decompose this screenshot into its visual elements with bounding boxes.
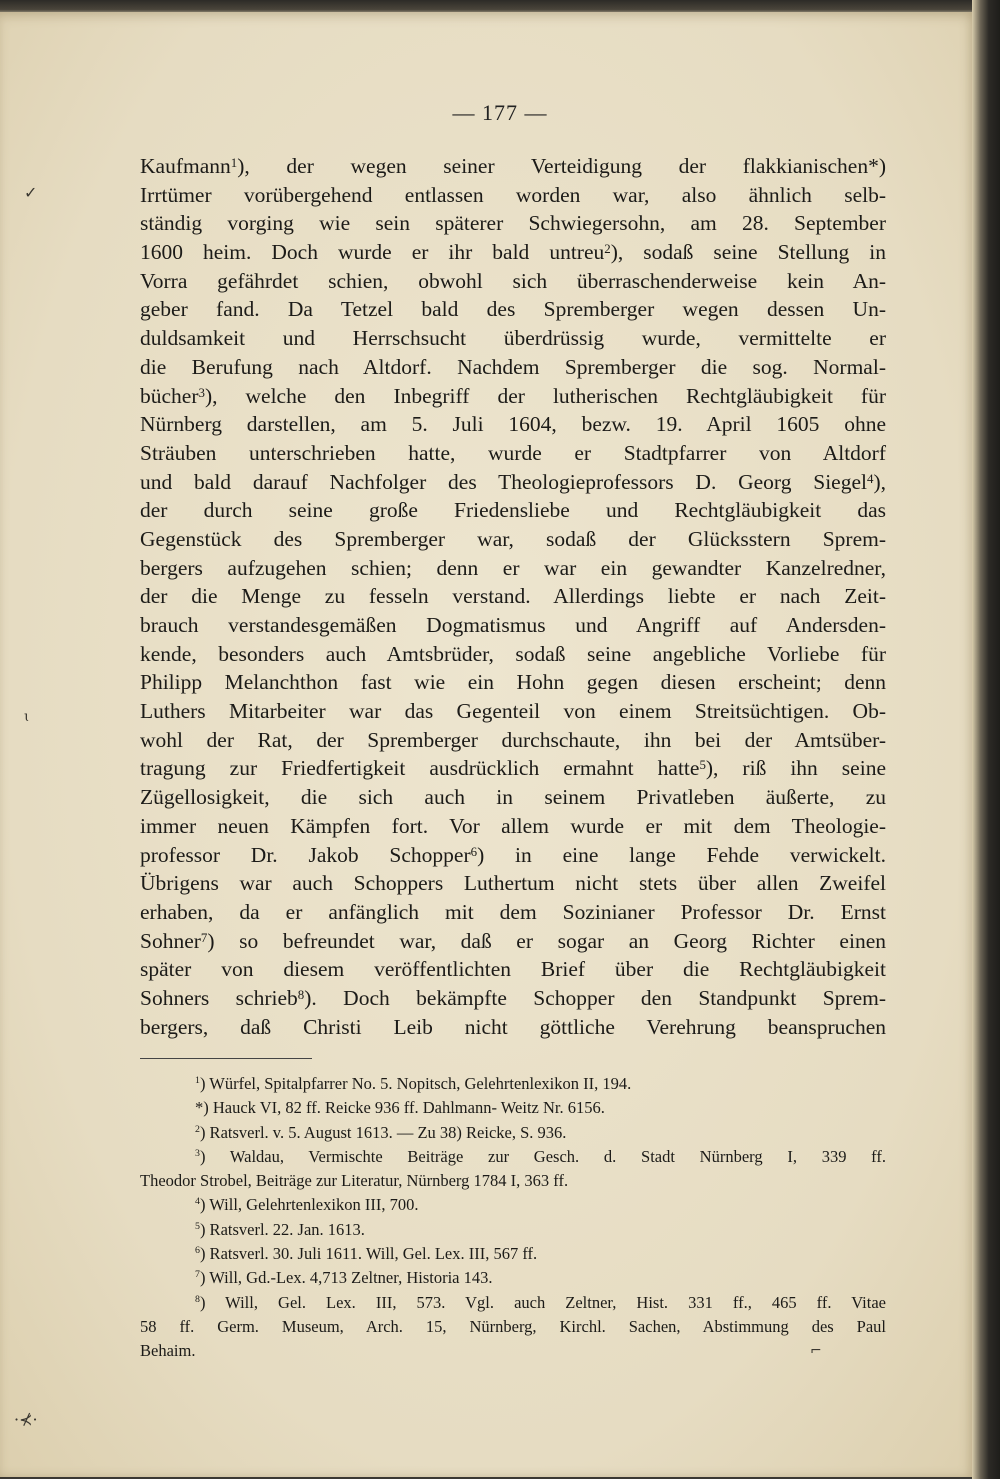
body-line [140,783,886,812]
line-text: ), sodaß seine Stellung in [610,240,886,265]
footnote-text: ) Ratsverl. v. 5. August 1613. — Zu 38) Reicke, S. 936. [199,1122,567,1142]
footnote-reference: 1 [230,156,238,170]
line-text: Nürnberg darstellen, am 5. Juli 1604, bezw. 19. April 1605 ohne [140,412,886,437]
line-text: Vorra gefährdet schien, obwohl sich überraschenderweise kein An- [140,268,886,293]
line-text: der durch seine große Friedensliebe und Rechtgläubigkeit das [140,498,886,523]
footnote-line [140,1096,886,1120]
body-line [140,181,886,210]
body-line [140,410,886,439]
line-text: ) so befreundet war, daß er sogar an Georg Richter einen [207,928,886,953]
footnote-text: ) Ratsverl. 30. Juli 1611. Will, Gel. Lex. III, 567 ff. [199,1244,538,1264]
line-text: bergers aufzugehen schien; denn er war ein gewandter Kanzelredner, [140,555,886,580]
line-text: ) in eine lange Fehde verwickelt. [477,842,886,867]
footnote-line [140,1169,886,1193]
line-text: Kaufmann [140,154,231,178]
footnote-line [140,1315,886,1339]
line-text: Sträuben unterschrieben hatte, wurde er Stadtpfarrer von Altdorf [140,440,886,465]
footnote-line [140,1072,886,1096]
body-line [140,152,886,181]
line-text: Übrigens war auch Schoppers Luthertum nicht stets über allen Zweifel [140,871,886,896]
footnote-reference: 3 [198,385,205,400]
footnote-line [140,1266,886,1290]
body-line [140,554,886,583]
footnote-line [140,1193,886,1217]
footnote-line [140,1291,886,1315]
line-text: bergers, daß Christi Leib nicht göttliche Verehrung beanspruchen [140,1014,886,1039]
line-text: immer neuen Kämpfen fort. Vor allem wurde er mit dem Theologie- [140,813,886,838]
page-number: — 177 — [452,100,548,125]
footnote-reference: 4 [867,471,874,486]
footnote-text: ) Ratsverl. 22. Jan. 1613. [199,1219,365,1239]
line-text: Irrtümer vorübergehend entlassen worden war, also ähnlich selb- [140,182,886,207]
footnote-reference: 5 [699,758,706,773]
footnote-text: ) Waldau, Vermischte Beiträge zur Gesch. d. Stadt Nürnberg I, 339 ff. [199,1146,886,1166]
margin-pencil-mark: ⌐ [810,1343,822,1359]
book-spine-edge [972,0,1000,1479]
footnote-reference: 2 [604,242,611,257]
line-text: der die Menge zu fesseln verstand. Allerdings liebte er nach Zeit- [140,584,886,609]
body-line [140,496,886,525]
footnote-text: ) Würfel, Spitalpfarrer No. 5. Nopitsch, Gelehrtenlexikon II, 194. [199,1074,632,1093]
line-text: kende, besonders auch Amtsbrüder, sodaß seine angebliche Vorliebe für [140,641,886,666]
footnote-text: Behaim. [140,1341,196,1361]
margin-pencil-mark: ·⊀· [14,1410,38,1429]
footnote-line [140,1339,886,1363]
line-text: später von diesem veröffentlichten Brief über die Rechtgläubigkeit [140,957,886,982]
body-line [140,812,886,841]
line-text: Gegenstück des Spremberger war, sodaß der Glücksstern Sprem- [140,526,886,551]
line-text: und bald darauf Nachfolger des Theologieprofessors D. Georg Siegel [140,469,867,494]
line-text: Zügellosigkeit, die sich auch in seinem Privatleben äußerte, zu [140,785,886,810]
footnote-line [140,1242,886,1266]
body-line [140,525,886,554]
line-text: ), riß ihn seine [705,756,886,781]
body-line [140,668,886,697]
line-text: Philipp Melanchthon fast wie ein Hohn gegen diesen erscheint; denn [140,670,886,695]
body-line [140,726,886,755]
body-line [140,209,886,238]
margin-pencil-mark: ✓ [24,183,38,202]
line-text: tragung zur Friedfertigkeit ausdrücklich ermahnt hatte [140,756,700,781]
body-line [140,1013,886,1042]
body-line [140,697,886,726]
body-line [140,353,886,382]
body-line [140,295,886,324]
footnote-reference: 7 [200,930,208,945]
body-line [140,468,886,497]
line-text: ). Doch bekämpfte Schopper den Standpunkt Sprem- [304,985,886,1010]
body-line [140,582,886,611]
line-text: wohl der Rat, der Spremberger durchschaute, ihn bei der Amtsüber- [140,727,886,752]
body-line [140,267,886,296]
body-line [140,898,886,927]
body-line [140,238,886,267]
body-line [140,640,886,669]
margin-pencil-mark: ɩ [24,709,30,725]
footnote-reference: 6 [470,844,478,859]
footnote-text: *) Hauck VI, 82 ff. Reicke 936 ff. Dahlmann- Weitz Nr. 6156. [195,1098,605,1118]
line-text: bücher [140,383,199,408]
line-text: duldsamkeit und Herrschsucht überdrüssig wurde, vermittelte er [140,326,886,351]
body-line [140,869,886,898]
footnote-line [140,1145,886,1169]
line-text: ), der wegen seiner Verteidigung der flakkianischen*) [237,154,886,178]
line-text: geber fand. Da Tetzel bald des Spremberger wegen dessen Un- [140,297,886,322]
line-text: erhaben, da er anfänglich mit dem Sozinianer Professor Dr. Ernst [140,899,886,924]
footnote-line [140,1121,886,1145]
footnote-line [140,1218,886,1242]
footnote-text: 58 ff. Germ. Museum, Arch. 15, Nürnberg, Kirchl. Sachen, Abstimmung des Paul [140,1316,886,1336]
line-text: ), [873,469,886,494]
line-text: Sohner [140,928,201,953]
footnote-text: ) Will, Gelehrtenlexikon III, 700. [199,1195,419,1215]
body-line [140,324,886,353]
body-line [140,984,886,1013]
footnote-number: 3 [195,1147,200,1159]
line-text: ständig vorging wie sein späterer Schwiegersohn, am 28. September [140,211,886,236]
footnote-number: 6 [195,1245,200,1257]
body-line [140,382,886,411]
body-line [140,841,886,870]
line-text: professor Dr. Jakob Schopper [140,842,471,867]
footnote-number: 4 [195,1196,200,1208]
footnote-text: ) Will, Gel. Lex. III, 573. Vgl. auch Zeltner, Hist. 331 ff., 465 ff. Vitae [199,1292,886,1312]
footnote-number: 1 [195,1075,200,1086]
footnote-number: 2 [195,1123,200,1135]
footnote-text: ) Will, Gd.-Lex. 4,713 Zeltner, Historia 143. [199,1268,493,1288]
body-line [140,754,886,783]
line-text: brauch verstandesgemäßen Dogmatismus und Angriff auf Andersden- [140,613,886,637]
footnotes [140,1072,886,1364]
body-text [140,152,886,1041]
footnote-text: Theodor Strobel, Beiträge zur Literatur, Nürnberg 1784 I, 363 ff. [140,1171,569,1191]
line-text: die Berufung nach Altdorf. Nachdem Spremberger die sog. Normal- [140,354,886,379]
body-line [140,955,886,984]
footnote-reference: 8 [297,987,305,1002]
body-line [140,439,886,468]
footnote-number: 7 [195,1269,200,1281]
body-line [140,611,886,640]
footnote-separator [140,1058,312,1059]
line-text: Sohners schrieb [140,985,298,1010]
line-text: Luthers Mitarbeiter war das Gegenteil von einem Streitsüchtigen. Ob- [140,699,886,724]
line-text: 1600 heim. Doch wurde er ihr bald untreu [140,240,605,265]
line-text: ), welche den Inbegriff der lutherischen Rechtgläubigkeit für [204,383,886,408]
footnote-number: 5 [195,1220,200,1232]
footnote-number: 8 [195,1293,200,1305]
body-line [140,927,886,956]
